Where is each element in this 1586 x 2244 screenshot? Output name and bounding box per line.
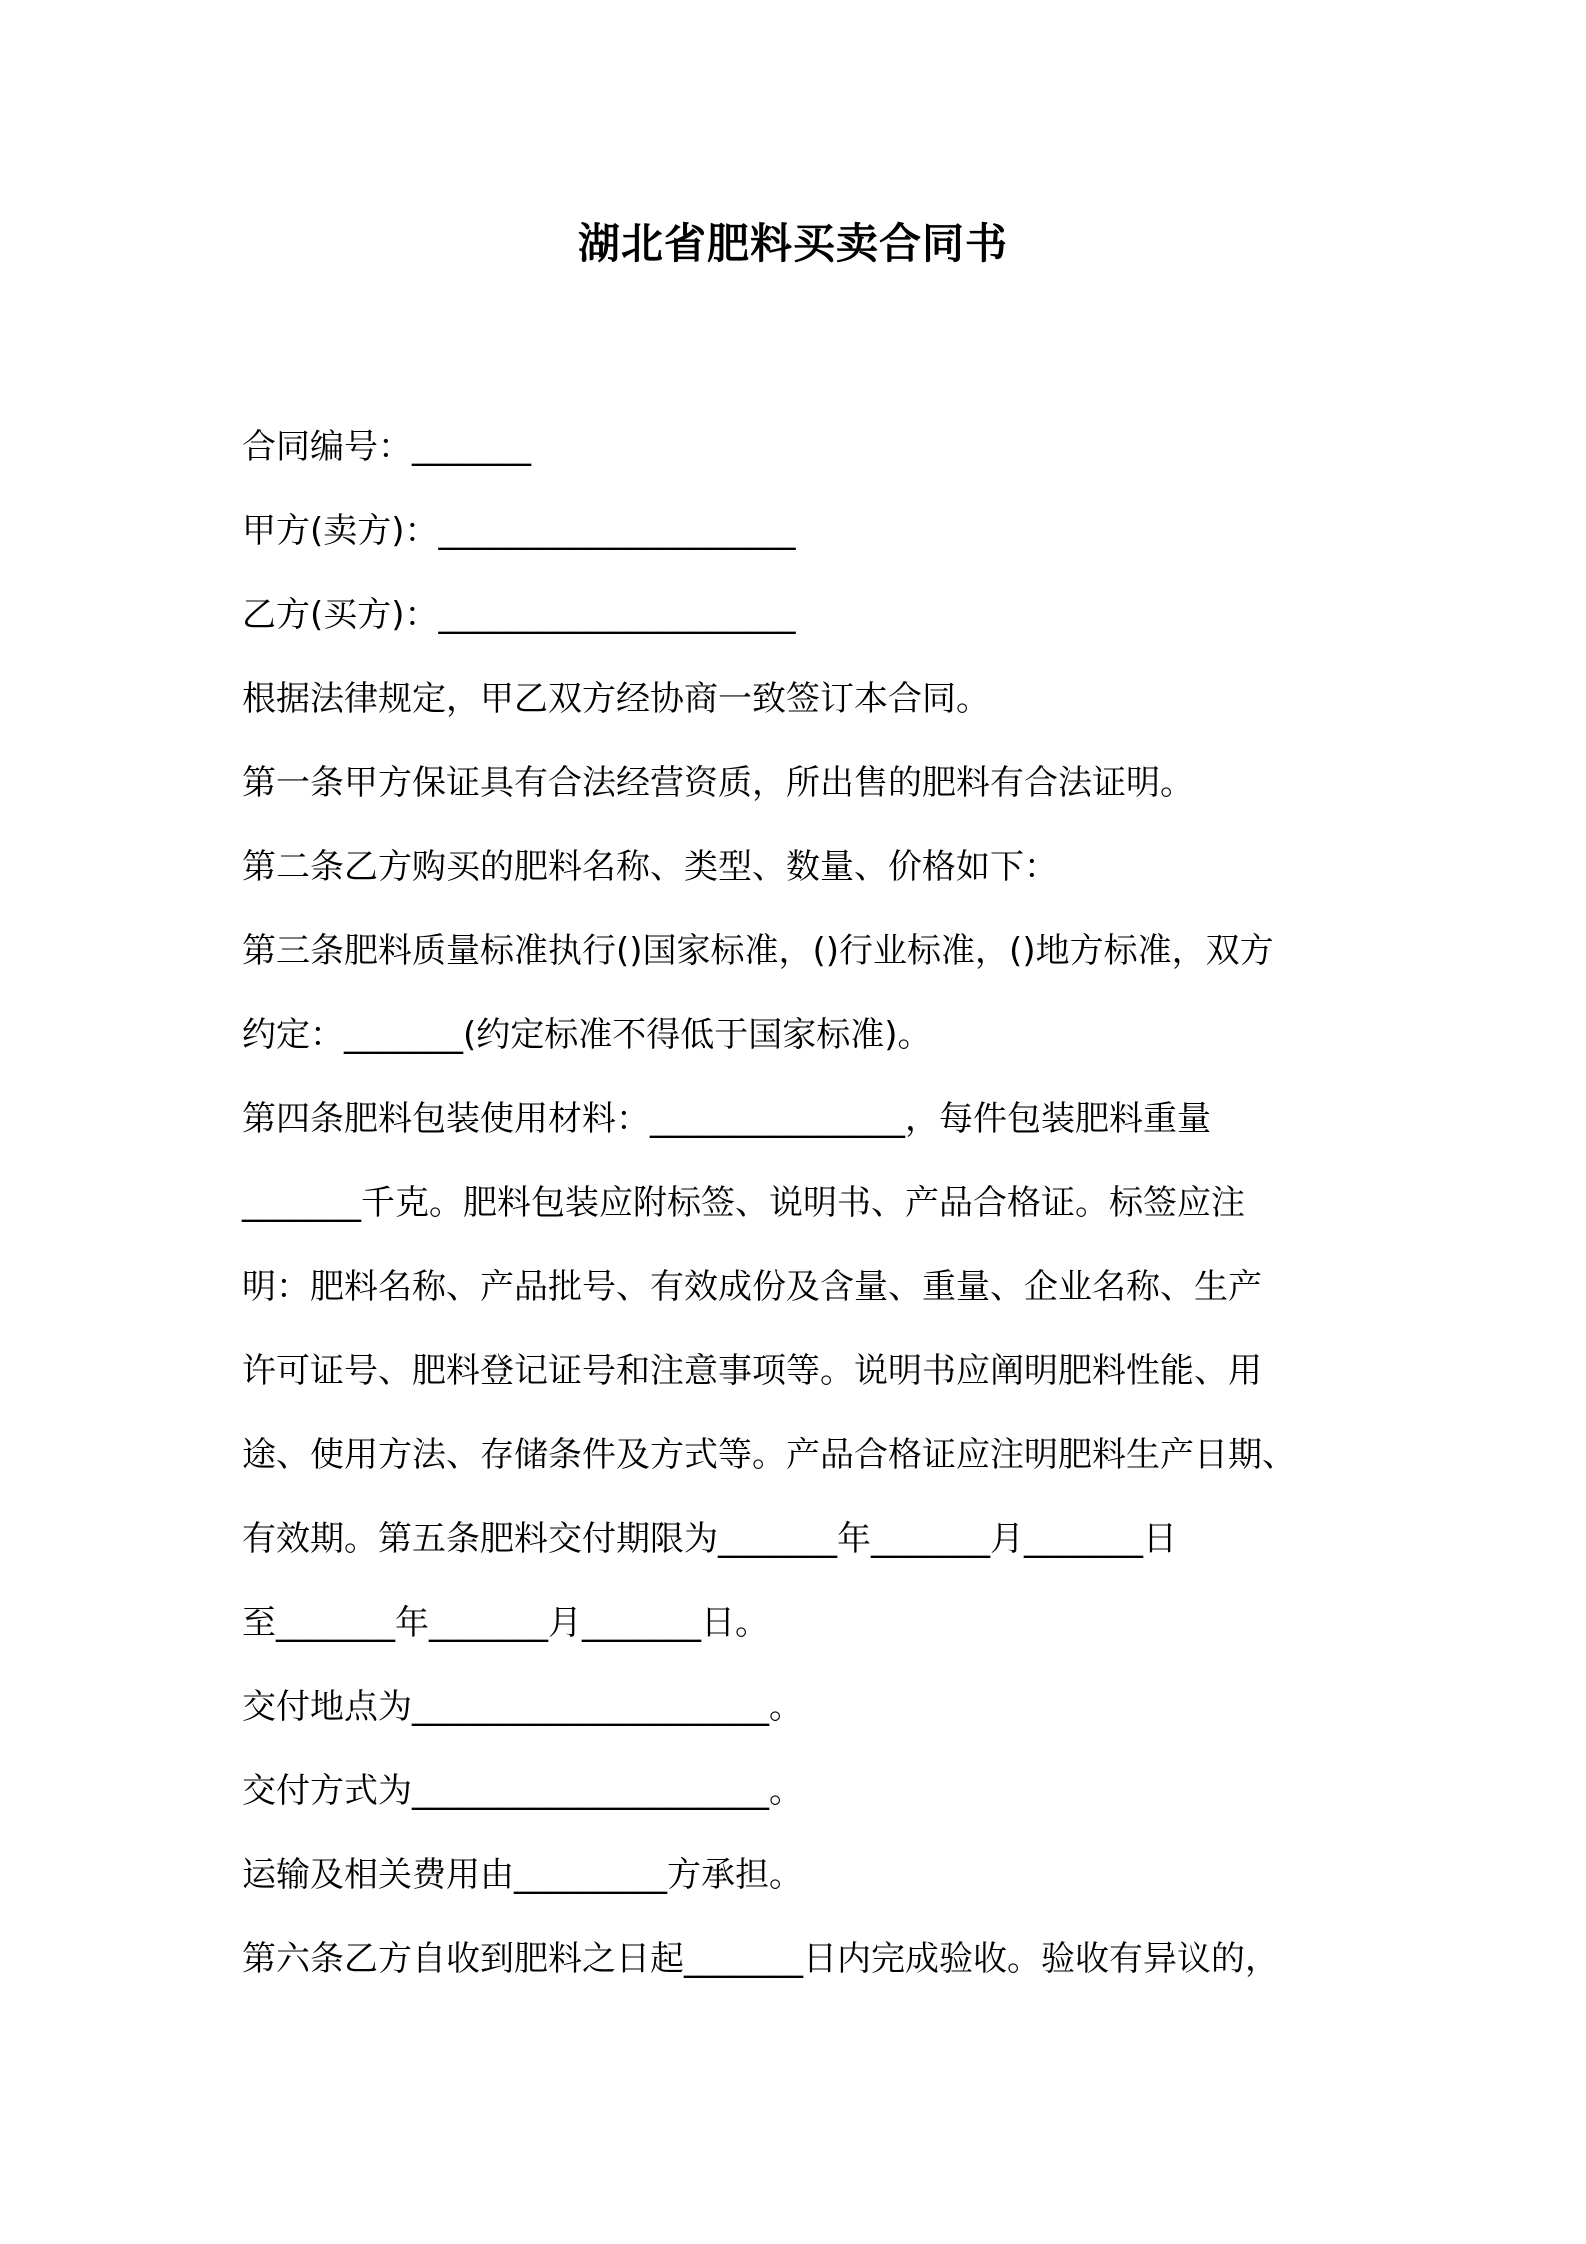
- article-6-line-1: 第六条乙方自收到肥料之日起_______日内完成验收。验收有异议的，: [242, 1939, 1279, 1979]
- article-3-line-2: 约定：_______(约定标准不得低于国家标准)。: [242, 1015, 932, 1055]
- article-4-line-3: 明：肥料名称、产品批号、有效成份及含量、重量、企业名称、生产: [242, 1267, 1262, 1307]
- seller-line: 甲方(卖方)：_____________________: [242, 511, 796, 551]
- article-2-line: 第二条乙方购买的肥料名称、类型、数量、价格如下：: [242, 847, 1058, 887]
- article-3-line-1: 第三条肥料质量标准执行()国家标准，()行业标准，()地方标准，双方: [242, 931, 1274, 971]
- document-title: 湖北省肥料买卖合同书: [577, 219, 1008, 268]
- buyer-line: 乙方(买方)：_____________________: [242, 595, 796, 635]
- article-4-line-4: 许可证号、肥料登记证号和注意事项等。说明书应阐明肥料性能、用: [242, 1351, 1262, 1391]
- article-4-line-5: 途、使用方法、存储条件及方式等。产品合格证应注明肥料生产日期、: [242, 1435, 1296, 1475]
- transport-cost-line: 运输及相关费用由_________方承担。: [242, 1855, 803, 1895]
- delivery-location-line: 交付地点为_____________________。: [242, 1687, 803, 1727]
- document-body: [242, 405, 1372, 2001]
- preamble-line: 根据法律规定，甲乙双方经协商一致签订本合同。: [242, 679, 990, 719]
- article-5-line-2: 至_______年_______月_______日。: [242, 1603, 769, 1643]
- contract-number-line: 合同编号：_______: [242, 427, 531, 467]
- article-5-line-1: 有效期。第五条肥料交付期限为_______年_______月_______日: [242, 1519, 1177, 1559]
- article-4-line-1: 第四条肥料包装使用材料：_______________，每件包装肥料重量: [242, 1099, 1211, 1139]
- article-1-line: 第一条甲方保证具有合法经营资质，所出售的肥料有合法证明。: [242, 763, 1194, 803]
- article-4-line-2: _______千克。肥料包装应附标签、说明书、产品合格证。标签应注: [242, 1183, 1245, 1223]
- delivery-method-line: 交付方式为_____________________。: [242, 1771, 803, 1811]
